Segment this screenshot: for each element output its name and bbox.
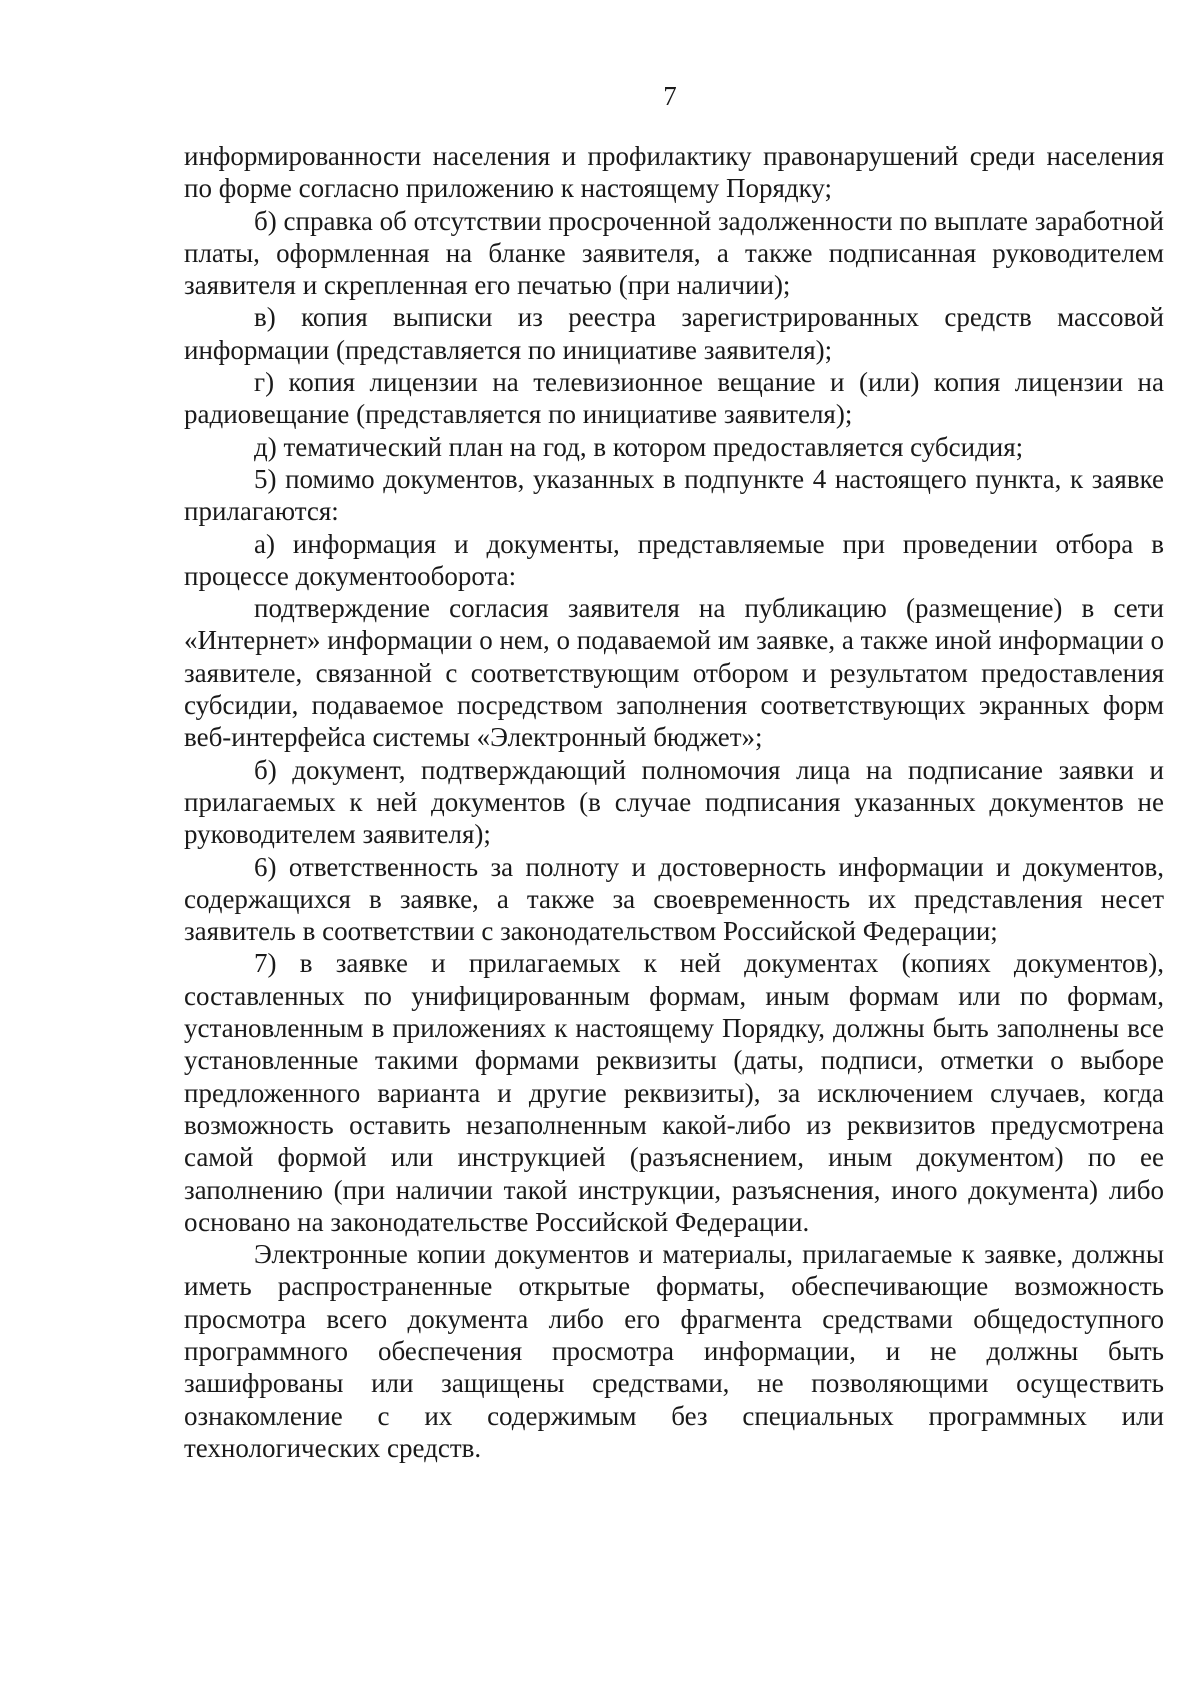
paragraph-item-b-salary-certificate: б) справка об отсутствии просроченной задолженности по выплате заработной платы, оформленная на бланке заявителя, а также подписанная руководителем заявителя и скрепленная его печатью (при наличии); <box>184 205 1164 301</box>
paragraph-continuation: информированности населения и профилактику правонарушений среди населения по форме согласно приложению к настоящему Порядку; <box>184 141 1164 204</box>
paragraph-consent-publication: подтверждение согласия заявителя на публикацию (размещение) в сети «Интернет» информации о нем, о подаваемой им заявке, а также иной информации о заявителе, связанной с соответствующим отбором и результатом предоставления субсидии, подаваемое посредством заполнения соответствующих экранных форм веб-интерфейса системы «Электронный бюджет»; <box>184 593 1164 753</box>
paragraph-item-d-thematic-plan: д) тематический план на год, в котором предоставляется субсидия; <box>254 431 1024 462</box>
paragraph-item-a-information: а) информация и документы, представляемые при проведении отбора в процессе документооборота: <box>184 528 1164 591</box>
paragraph-item-v-media-registry: в) копия выписки из реестра зарегистрированных средств массовой информации (представляется по инициативе заявителя); <box>184 302 1164 365</box>
paragraph-item-b-authority-document: б) документ, подтверждающий полномочия лица на подписание заявки и прилагаемых к ней документов (в случае подписания указанных документов не руководителем заявителя); <box>184 754 1164 850</box>
document-body <box>184 140 1164 1464</box>
paragraph-point-7: 7) в заявке и прилагаемых к ней документах (копиях документов), составленных по унифицированным формам, иным формам или по формам, установленным в приложениях к настоящему Порядку, должны быть заполнены все установленные такими формами реквизиты (даты, подписи, отметки о выборе предложенного варианта и другие реквизиты), за исключением случаев, когда возможность оставить незаполненным какой-либо из реквизитов предусмотрена самой формой или инструкцией (разъяснением, иным документом) по ее заполнению (при наличии такой инструкции, разъяснения, иного документа) либо основано на законодательстве Российской Федерации. <box>184 948 1164 1237</box>
paragraph-point-5: 5) помимо документов, указанных в подпункте 4 настоящего пункта, к заявке прилагаются: <box>184 463 1164 527</box>
paragraph-item-g-broadcast-license: г) копия лицензии на телевизионное вещание и (или) копия лицензии на радиовещание (представляется по инициативе заявителя); <box>184 367 1164 430</box>
paragraph-point-6: 6) ответственность за полноту и достоверность информации и документов, содержащихся в заявке, а также за своевременность их представления несет заявитель в соответствии с законодательством Российской Федерации; <box>184 851 1164 947</box>
paragraph-electronic-copies: Электронные копии документов и материалы, прилагаемые к заявке, должны иметь распространенные открытые форматы, обеспечивающие возможность просмотра всего документа либо его фрагмента средствами общедоступного программного обеспечения просмотра информации, и не должны быть зашифрованы или защищены средствами, не позволяющими осуществить ознакомление с их содержимым без специальных программных или технологических средств. <box>184 1239 1164 1463</box>
page-number: 7 <box>663 81 677 111</box>
